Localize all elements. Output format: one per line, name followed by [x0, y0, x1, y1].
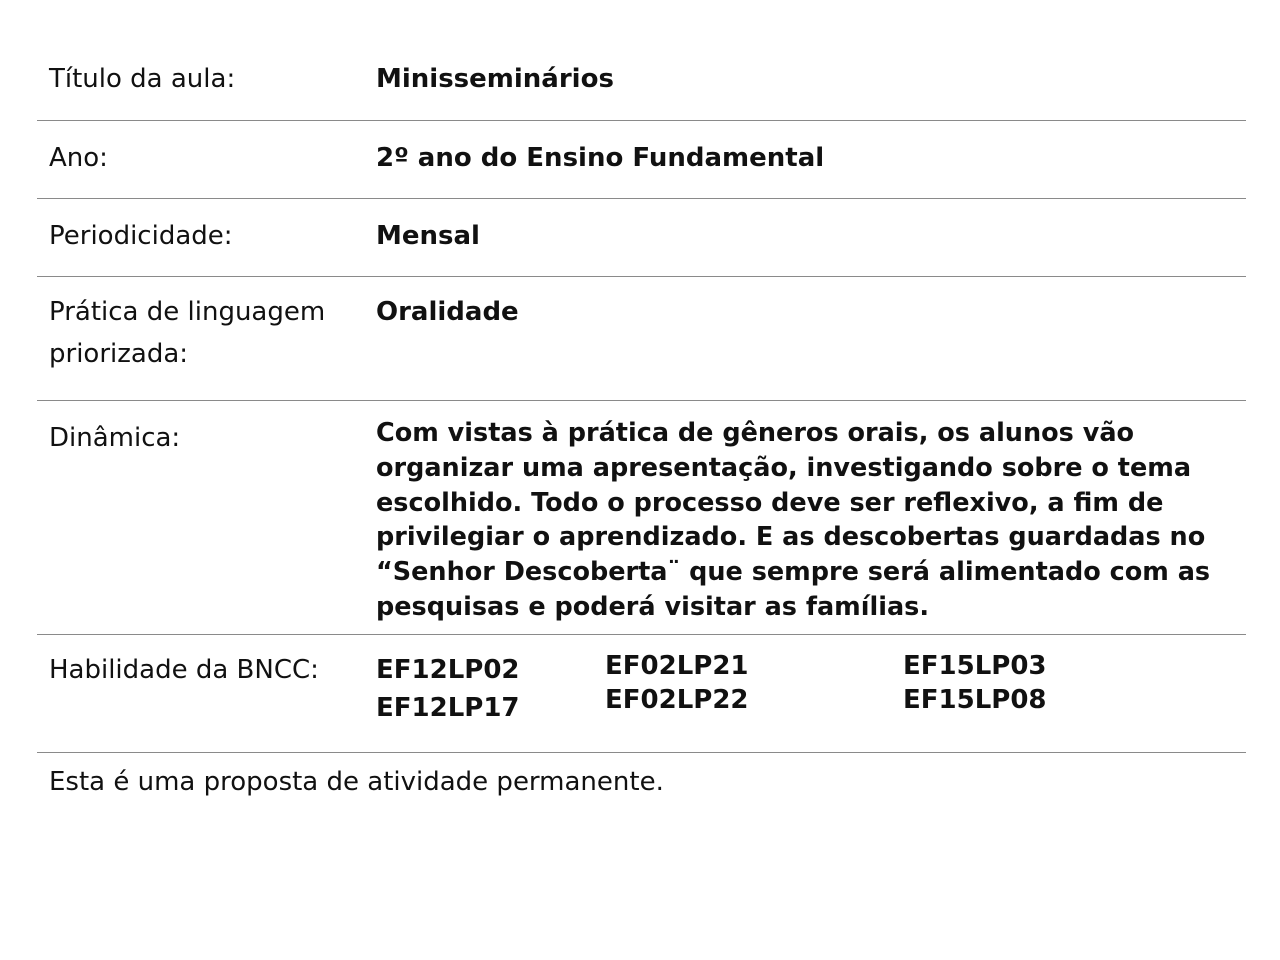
row-titulo	[37, 40, 1246, 121]
bncc-code: EF02LP22	[605, 685, 749, 715]
bncc-column-1	[376, 635, 605, 752]
bncc-column-3	[903, 635, 1047, 752]
footer-note: Esta é uma proposta de atividade permanente.	[49, 767, 664, 797]
value-ano: 2º ano do Ensino Fundamental	[376, 143, 825, 173]
bncc-code: EF12LP02	[376, 655, 520, 685]
label-ano: Ano:	[49, 143, 108, 173]
row-dinamica	[37, 401, 1246, 635]
row-periodicidade	[37, 199, 1246, 277]
bncc-codes	[376, 635, 1246, 752]
value-pratica: Oralidade	[376, 297, 519, 327]
row-pratica	[37, 277, 1246, 401]
row-ano	[37, 121, 1246, 199]
value-periodicidade: Mensal	[376, 221, 480, 251]
row-bncc	[37, 635, 1246, 753]
value-dinamica: Com vistas à prática de gêneros orais, os alunos vão organizar uma apresentação, investigando sobre o tema escolhido. Todo o processo deve ser reflexivo, a fim de privilegiar o aprendizado. E as descobertas guardadas no “Senhor Descoberta¨ que sempre será alimentado com as pesquisas e poderá visitar as famílias.	[376, 418, 1211, 622]
bncc-code: EF15LP03	[903, 651, 1047, 681]
label-bncc: Habilidade da BNCC:	[49, 655, 319, 685]
bncc-code: EF02LP21	[605, 651, 749, 681]
label-periodicidade: Periodicidade:	[49, 221, 233, 251]
label-pratica: Prática de linguagem priorizada:	[49, 297, 326, 369]
bncc-code: EF12LP17	[376, 693, 520, 723]
value-titulo: Minisseminários	[376, 64, 614, 94]
label-titulo: Título da aula:	[49, 64, 236, 94]
bncc-code: EF15LP08	[903, 685, 1047, 715]
label-dinamica: Dinâmica:	[49, 423, 181, 453]
bncc-column-2	[605, 635, 903, 752]
lesson-plan-table	[37, 40, 1246, 799]
